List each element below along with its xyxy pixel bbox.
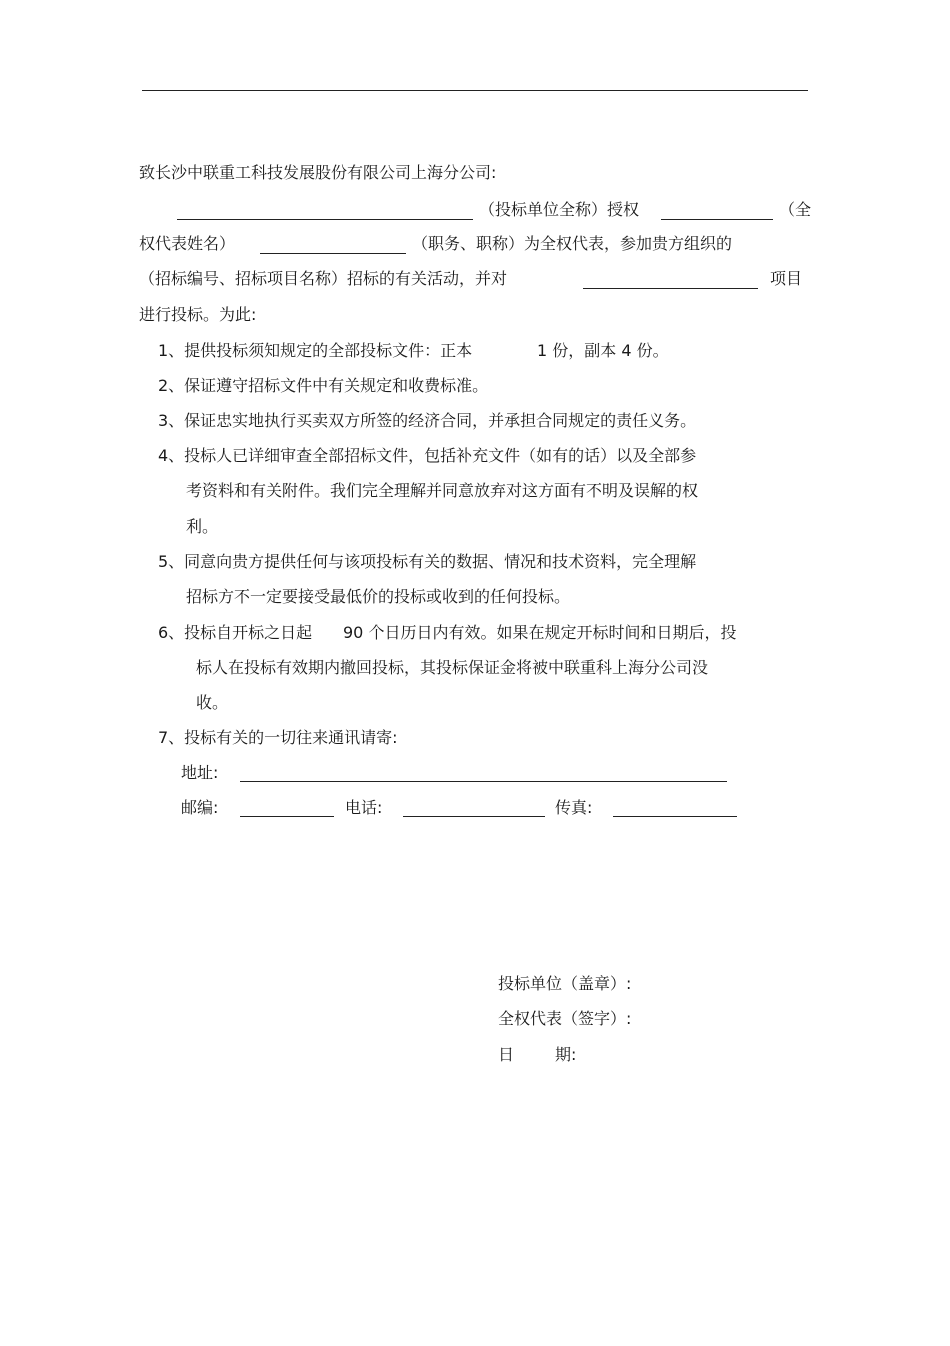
sign-unit-label: 投标单位（盖章）:: [498, 974, 632, 993]
item-5-line-2: 招标方不一定要接受最低价的投标或收到的任何投标。: [186, 587, 571, 606]
salutation: 致长沙中联重工科技发展股份有限公司上海分公司:: [139, 163, 497, 182]
bidder-name-blank[interactable]: [177, 219, 473, 220]
address-blank[interactable]: [240, 781, 727, 782]
item-4-line-2: 考资料和有关附件。我们完全理解并同意放弃对这方面有不明及误解的权: [186, 481, 699, 500]
intro-text-1: （投标单位全称）授权: [479, 200, 640, 219]
postcode-blank[interactable]: [240, 816, 334, 817]
item-6-line-1b: 90 个日历日内有效。如果在规定开标时间和日期后，投: [343, 623, 737, 642]
item-7-text: 7、投标有关的一切往来通讯请寄:: [158, 728, 398, 747]
fax-label: 传真:: [555, 798, 593, 817]
intro-text-5: （招标编号、招标项目名称）招标的有关活动，并对: [139, 269, 508, 288]
item-6-line-3: 收。: [196, 693, 229, 712]
intro-text-2: （全: [779, 200, 812, 219]
address-label: 地址:: [181, 763, 219, 782]
sign-date-label-a: 日: [498, 1045, 515, 1064]
item-1-copies: 1 份，副本 4 份。: [537, 341, 669, 360]
item-3-text: 3、保证忠实地执行买卖双方所签的经济合同，并承担合同规定的责任义务。: [158, 411, 697, 430]
title-blank[interactable]: [260, 253, 406, 254]
item-4-line-1: 4、投标人已详细审查全部招标文件，包括补充文件（如有的话）以及全部参: [158, 446, 697, 465]
item-6-line-1a: 6、投标自开标之日起: [158, 623, 313, 642]
fax-blank[interactable]: [613, 816, 737, 817]
item-1-text: 1、提供投标须知规定的全部投标文件：正本: [158, 341, 473, 360]
item-5-line-1: 5、同意向贵方提供任何与该项投标有关的数据、情况和技术资料，完全理解: [158, 552, 697, 571]
item-6-line-2: 标人在投标有效期内撤回投标，其投标保证金将被中联重科上海分公司没: [196, 658, 709, 677]
phone-label: 电话:: [345, 798, 383, 817]
intro-text-4: （职务、职称）为全权代表，参加贵方组织的: [412, 234, 733, 253]
phone-blank[interactable]: [403, 816, 545, 817]
intro-text-7: 进行投标。为此:: [139, 305, 257, 324]
representative-name-blank[interactable]: [661, 219, 773, 220]
intro-text-3: 权代表姓名）: [139, 234, 236, 253]
sign-date-label-b: 期:: [555, 1045, 577, 1064]
item-4-line-3: 利。: [186, 517, 219, 536]
postcode-label: 邮编:: [181, 798, 219, 817]
intro-text-6: 项目: [770, 269, 803, 288]
item-2-text: 2、保证遵守招标文件中有关规定和收费标准。: [158, 376, 489, 395]
header-rule: [142, 90, 808, 91]
sign-representative-label: 全权代表（签字）:: [498, 1009, 632, 1028]
project-blank[interactable]: [583, 288, 758, 289]
